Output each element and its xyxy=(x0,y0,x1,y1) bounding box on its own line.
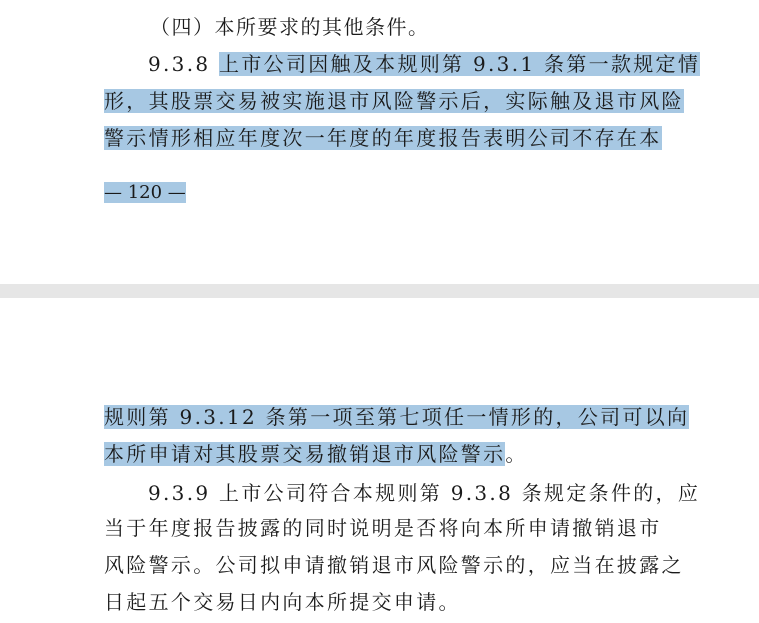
selected-text[interactable]: 规则第 9.3.12 条第一项至第七项任一情形的，公司可以向 xyxy=(104,405,690,429)
text-line xyxy=(150,10,430,44)
text-line xyxy=(104,400,689,434)
text-line xyxy=(148,476,700,510)
text-run: 。 xyxy=(505,442,528,466)
selected-text[interactable]: 本所申请对其股票交易撤销退市风险警示 xyxy=(104,442,506,466)
text-line xyxy=(104,585,461,619)
selected-text[interactable]: 形，其股票交易被实施退市风险警示后，实际触及退市风险 xyxy=(104,89,684,113)
selected-text[interactable]: 警示情形相应年度次一年度的年度报告表明公司不存在本 xyxy=(104,126,662,150)
text-run: （四）本所要求的其他条件。 xyxy=(150,15,430,39)
text-run: 日起五个交易日内向本所提交申请。 xyxy=(104,590,461,614)
document-page-top xyxy=(0,0,759,284)
selected-text[interactable]: — 120 — xyxy=(104,182,186,203)
document-page-bottom xyxy=(0,298,759,623)
text-line xyxy=(104,511,662,545)
text-line xyxy=(104,121,662,155)
selected-text[interactable]: 上市公司因触及本规则第 9.3.1 条第一款规定情 xyxy=(219,52,701,76)
text-line xyxy=(104,548,684,582)
page-number xyxy=(104,176,186,210)
text-run: 当于年度报告披露的同时说明是否将向本所申请撤销退市 xyxy=(104,516,662,540)
article-number: 9.3.8 xyxy=(148,52,220,76)
text-line xyxy=(104,84,684,118)
text-run: 风险警示。公司拟申请撤销退市风险警示的，应当在披露之 xyxy=(104,553,684,577)
text-line xyxy=(104,437,528,471)
text-run: 9.3.9 上市公司符合本规则第 9.3.8 条规定条件的，应 xyxy=(148,481,701,505)
text-line xyxy=(148,47,700,81)
page-separator xyxy=(0,284,759,298)
